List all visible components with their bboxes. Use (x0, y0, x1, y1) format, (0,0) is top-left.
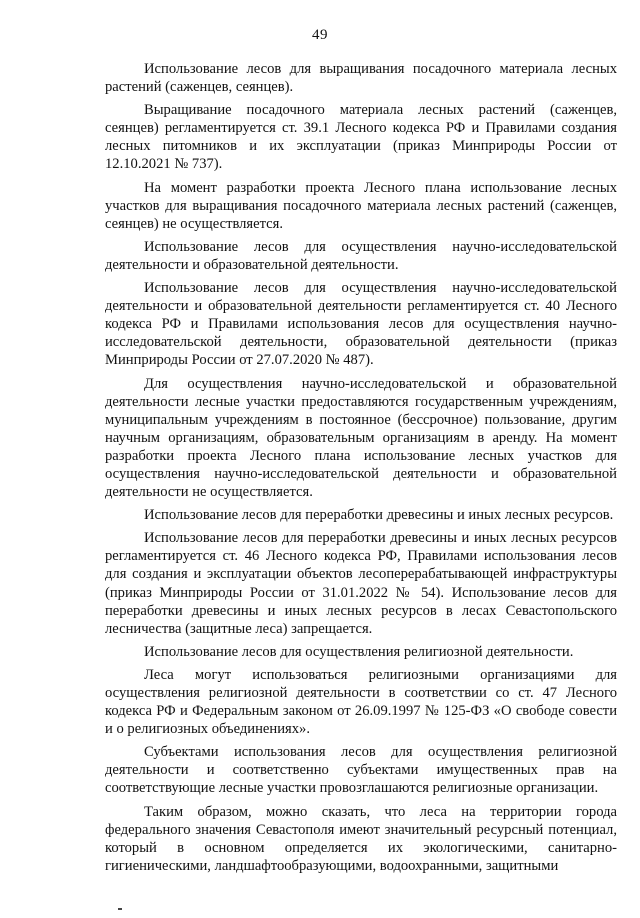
paragraph-seedlings-regulation: Выращивание посадочного материала лесных растений (саженцев, сеянцев) регламентируется ст. 39.1 Лесного кодекса РФ и Правилами создания лесных питомников и их эксплуатации (приказ Минприроды России от 12.10.2021 № 737). (105, 102, 617, 173)
paragraph-research-regulation: Использование лесов для осуществления научно-исследовательской деятельности и образовательной деятельности регламентируется ст. 40 Лесного кодекса РФ и Правилами использования лесов для осуществления научно-исследовательской деятельности, образовательной деятельности (приказ Минприроды России от 27.07.2020 № 487). (105, 280, 617, 369)
paragraph-seedlings-status: На момент разработки проекта Лесного плана использование лесных участков для выращивания посадочного материала лесных растений (саженцев, сеянцев) не осуществляется. (105, 179, 617, 232)
paragraph-wood-processing-regulation: Использование лесов для переработки древесины и иных лесных ресурсов регламентируется ст. 46 Лесного кодекса РФ, Правилами использования лесов для создания и эксплуатации объектов лесоперерабатывающей инфраструктуры (приказ Минприроды России от 31.01.2022 № 54). Использование лесов для переработки древесины и иных лесных ресурсов в лесах Севастопольского лесничества (защитные леса) запрещается. (105, 530, 617, 637)
document-body (105, 60, 617, 880)
paragraph-religious-subjects: Субъектами использования лесов для осуществления религиозной деятельности и соответственно субъектами имущественных прав на соответствующие лесные участки провозглашаются религиозные организации. (105, 744, 617, 797)
section-heading-wood-processing: Использование лесов для переработки древесины и иных лесных ресурсов. (144, 507, 614, 524)
paragraph-conclusion: Таким образом, можно сказать, что леса на территории города федерального значения Севастополя имеют значительный ресурсный потенциал, который в основном определяется их экологическими, санитарно-гигиеническими, ландшафтообразующими, водоохранными, защитными (105, 803, 617, 874)
scan-mark (118, 908, 122, 910)
page-number: 49 (312, 27, 328, 43)
paragraph-religious-law: Леса могут использоваться религиозными организациями для осуществления религиозной деятельности в соответствии со ст. 47 Лесного кодекса РФ и Федеральным законом от 26.09.1997 № 125-ФЗ «О свободе совести и о религиозных объединениях». (105, 666, 617, 738)
paragraph-research-status: Для осуществления научно-исследовательской и образовательной деятельности лесные участки предоставляются государственным учреждениям, муниципальным учреждениям в постоянное (бессрочное) пользование, другим научным организациям, образовательным организациям в аренду. На момент разработки проекта Лесного плана использование лесных участков для осуществления научно-исследовательской деятельности и образовательной деятельности не осуществляется. (105, 375, 617, 501)
section-heading-religious: Использование лесов для осуществления религиозной деятельности. (144, 643, 574, 660)
section-heading-seedlings: Использование лесов для выращивания посадочного материала лесных растений (саженцев, сеянцев). (105, 61, 617, 96)
section-heading-research: Использование лесов для осуществления научно-исследовательской деятельности и образовательной деятельности. (105, 238, 617, 273)
